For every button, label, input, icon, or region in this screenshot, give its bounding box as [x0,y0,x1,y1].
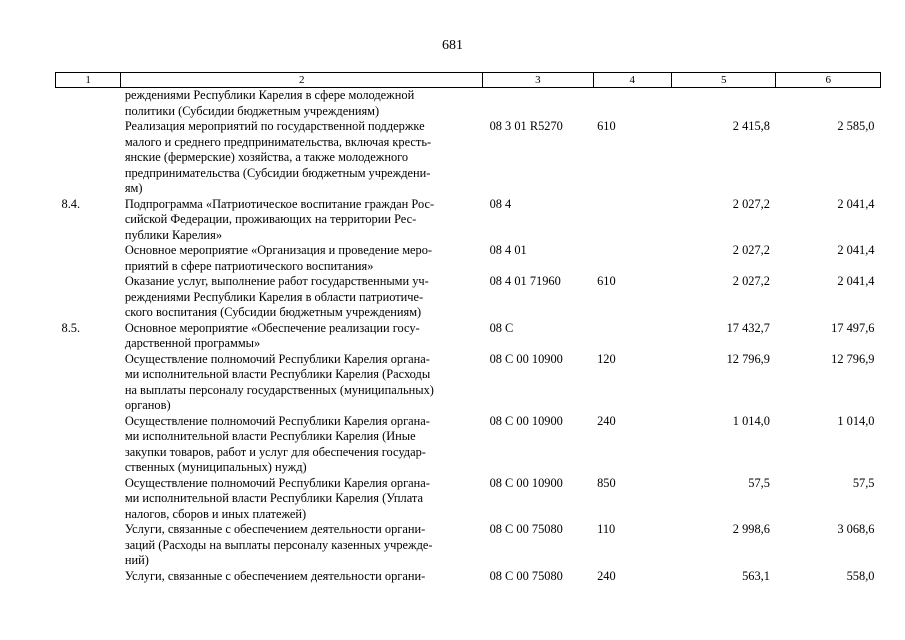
row-description [121,522,483,569]
description-line: реждениями Республики Карелия в области патриотиче- [124,289,424,304]
row-code: 08 4 01 [489,243,527,257]
description-line: Осуществление полномочий Республики Карелия органа- [124,475,430,490]
column-header-2: 2 [121,73,483,88]
row-value-year2: 12 796,9 [831,351,875,366]
row-code: 08 С 00 10900 [489,413,563,428]
row-number [56,119,121,197]
row-expense-type: 610 [597,119,616,133]
row-value-year1 [671,88,776,120]
description-line: Услуги, связанные с обеспечением деятельности органи- [124,568,426,583]
row-expense-type: 120 [597,351,616,366]
description-line: Подпрограмма «Патриотическое воспитание граждан Рос- [124,196,435,211]
table-row [56,476,881,523]
row-number [56,414,121,476]
table-row [56,197,881,244]
row-number: 8.4. [61,196,81,211]
row-value-year1: 1 014,0 [732,413,770,428]
description-line: ми исполнительной власти Республики Карелия (Уплата [124,491,423,505]
row-code: 08 4 01 71960 [489,274,561,288]
row-code: 08 4 [489,196,512,211]
row-value-year2: 17 497,6 [831,320,875,335]
table-row [56,119,881,197]
row-code: 08 С 00 10900 [489,351,563,366]
table-body [56,88,881,585]
page-number: 681 [442,38,463,53]
row-value-year2: 2 041,4 [837,243,875,257]
row-number [56,274,121,321]
row-expense-type: 240 [597,413,616,428]
table-row [56,88,881,120]
row-expense-type: 850 [597,475,616,490]
description-line: приятий в сфере патриотического воспитания» [124,258,374,273]
row-number [56,476,121,523]
row-number [56,352,121,414]
row-description [121,274,483,321]
description-line: ям) [124,181,143,195]
row-value-year2: 2 041,4 [837,274,875,288]
budget-table [55,72,881,584]
description-line: ми исполнительной власти Республики Карелия (Расходы [124,367,431,381]
row-description [121,569,483,585]
table-row [56,321,881,352]
description-line: Услуги, связанные с обеспечением деятельности органи- [124,522,426,536]
row-value-year1: 12 796,9 [726,351,770,366]
row-description [121,476,483,523]
row-expense-type [593,88,671,120]
description-line: предпринимательства (Субсидии бюджетным учреждени- [124,165,431,180]
table-row [56,243,881,274]
row-description [121,352,483,414]
row-description [121,88,483,120]
row-number [56,243,121,274]
row-number [56,88,121,120]
description-line: на выплаты персоналу государственных (муниципальных) [124,382,434,397]
table-row [56,522,881,569]
row-value-year2: 57,5 [852,475,875,490]
row-expense-type: 110 [597,522,616,536]
row-value-year1: 2 027,2 [732,274,770,288]
description-line: сийской Федерации, проживающих на территории Рес- [124,212,417,226]
description-line: политики (Субсидии бюджетным учреждениям) [124,103,380,118]
row-code: 08 С 00 75080 [489,522,563,536]
description-line: ми исполнительной власти Республики Карелия (Иные [124,429,416,443]
description-line: Оказание услуг, выполнение работ государственными уч- [124,274,429,288]
description-line: заций (Расходы на выплаты персоналу казенных учрежде- [124,537,433,552]
table-row [56,569,881,585]
description-line: ний) [124,553,149,567]
table-row [56,352,881,414]
description-line: янские (фермерские) хозяйства, а также молодежного [124,150,409,164]
row-value-year1: 17 432,7 [726,320,770,335]
row-description [121,321,483,352]
description-line: малого и среднего предпринимательства, включая кресть- [124,134,432,149]
row-value-year2: 558,0 [846,568,875,583]
description-line: дарственной программы» [124,336,261,350]
row-expense-type: 610 [597,274,616,288]
row-value-year2: 2 041,4 [837,196,875,211]
row-value-year1: 2 998,6 [732,522,770,536]
description-line: публики Карелия» [124,227,223,242]
row-value-year1: 563,1 [742,568,770,583]
description-line: Основное мероприятие «Организация и проведение меро- [124,243,433,257]
row-value-year1: 2 027,2 [732,196,770,211]
description-line: ского воспитания (Субсидии бюджетным учреждениям) [124,305,422,319]
row-value-year1: 2 415,8 [732,119,770,133]
row-value-year1: 57,5 [748,475,770,490]
row-number: 8.5. [61,320,81,335]
row-value-year2 [776,88,881,120]
row-description [121,197,483,244]
row-description [121,414,483,476]
description-line: органов) [124,398,171,412]
row-number [56,522,121,569]
description-line: Осуществление полномочий Республики Карелия органа- [124,351,430,366]
row-code [483,88,594,120]
description-line: ственных (муниципальных) нужд) [124,460,307,474]
row-value-year2: 3 068,6 [837,522,875,536]
description-line: Осуществление полномочий Республики Карелия органа- [124,413,430,428]
row-code: 08 3 01 R5270 [489,119,563,133]
row-value-year2: 2 585,0 [837,119,875,133]
row-code: 08 С 00 75080 [489,568,563,583]
row-description [121,243,483,274]
row-code: 08 С 00 10900 [489,475,563,490]
table-header-row [56,73,881,88]
description-line: Реализация мероприятий по государственной поддержке [124,119,425,133]
column-header-6: 6 [776,73,881,88]
column-header-5: 5 [671,73,776,88]
description-line: налогов, сборов и иных платежей) [124,506,307,521]
description-line: реждениями Республики Карелия в сфере молодежной [124,88,415,102]
row-code: 08 С [489,320,514,335]
description-line: закупки товаров, работ и услуг для обеспечения государ- [124,444,426,459]
row-value-year1: 2 027,2 [732,243,770,257]
row-description [121,119,483,197]
row-expense-type [593,321,671,352]
row-expense-type [593,243,671,274]
row-number [56,569,121,585]
column-header-1: 1 [56,73,121,88]
row-value-year2: 1 014,0 [837,413,875,428]
column-header-3: 3 [483,73,594,88]
table-row [56,274,881,321]
table-row [56,414,881,476]
row-expense-type: 240 [597,568,616,583]
description-line: Основное мероприятие «Обеспечение реализации госу- [124,320,420,335]
row-expense-type [593,197,671,244]
column-header-4: 4 [593,73,671,88]
